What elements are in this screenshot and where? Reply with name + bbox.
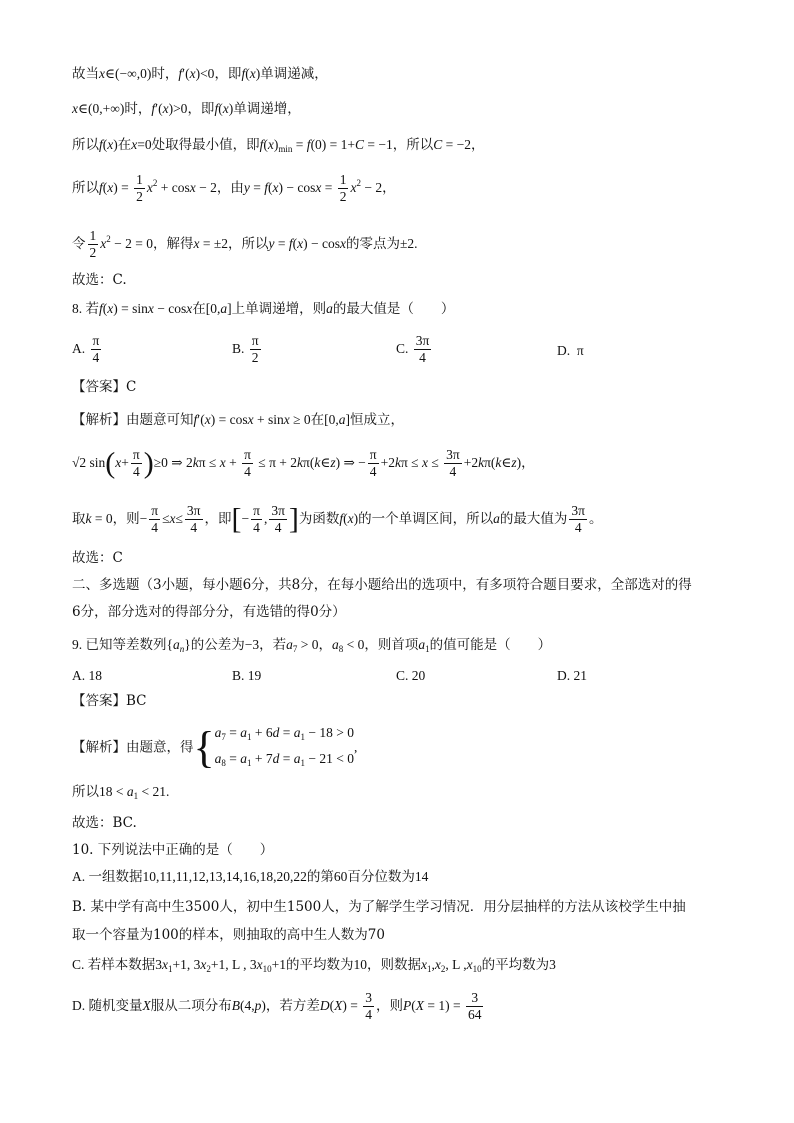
q9-option-d: D. 21 — [557, 668, 587, 683]
solution-line-1: 故当x∈(−∞,0)时，f′(x)<0，即f(x)单调递减， — [72, 66, 328, 82]
q8-choose: 故选：C — [72, 550, 123, 566]
solution-choose-c: 故选：C. — [72, 272, 127, 288]
q10-option-a: A. 一组数据10,11,11,12,13,14,16,18,20,22的第60百分位数为14 — [72, 869, 429, 885]
q8-option-a: A. $\frac{\pi}{4}$ — [72, 333, 100, 365]
question-10-stem: 10. 下列说法中正确的是（ ） — [72, 842, 274, 858]
section-2-header-line-1: 二、多选题（3小题，每小题6分，共8分，在每小题给出的选项中，有多项符合题目要求，全部选对的得 — [72, 577, 692, 593]
question-9-stem: 9. 已知等差数列$\{a_n\}$的公差为−3，若$a_7 > 0$，$a_8 < 0$，则首项$a_1$的值可能是（ ） — [72, 637, 552, 654]
q9-analysis: 【解析】由题意，得{ $a_7 = a_1 + 6d = a_1 - 18 > 0$ $a_8 = a_1 + 7d = a_1 - 21 < 0$ , — [72, 723, 358, 772]
solution-line-5: 令 $\frac{1}{2}$ $x^2 - 2 = 0$，解得x = ±2，所以y = f(x) − cosx的零点为±2. — [72, 228, 418, 260]
q8-analysis-line-3: 取k = 0，则− $\frac{\pi}{4}$ ≤x≤ $\frac{3\pi}{4}$ ，即[− $\frac{\pi}{4}$ , $\frac{3\pi}{4}$ ]为函数f(x)的一个单调区间，所以a的最大值为 $\frac{3\pi}{4}$ 。 — [72, 502, 603, 536]
q10-option-b-line-2: 取一个容量为100的样本，则抽取的高中生人数为70 — [72, 927, 385, 943]
q8-option-c: C. $\frac{3\pi}{4}$ — [396, 333, 430, 365]
q9-option-b: B. 19 — [232, 668, 262, 683]
q9-option-a: A. 18 — [72, 668, 102, 683]
q10-option-c: C. 若样本数据$3x_1+1$, $3x_2+1$, L , $3x_{10}+1$的平均数为10，则数据$x_1,x_2$, L $,x_{10}$的平均数为3 — [72, 957, 556, 974]
q8-option-d: D. π — [557, 343, 584, 358]
solution-line-4: 所以f(x) = $\frac{1}{2}$ $x^2 + \cos x - 2$，由y = f(x) − cosx = $\frac{1}{2}$ $x^2 - 2$， — [72, 172, 396, 204]
q9-answer: 【答案】BC — [72, 693, 147, 709]
q8-option-b: B. $\frac{\pi}{2}$ — [232, 333, 259, 365]
solution-line-3: 所以f(x)在x=0处取得最小值，即$f(x)_{min} = f(0) = 1+C = -1$，所以C = −2， — [72, 137, 485, 154]
q8-analysis-line-2: √2 sin(x+ $\frac{\pi}{4}$ )≥0 ⇒ 2kπ ≤ x + $\frac{\pi}{4}$ ≤ π + 2kπ(k∈z) ⇒ − $\frac{\pi}{4}$ +2kπ ≤ x ≤ $\frac{3\pi}{4}$ +2kπ(k∈z)， — [72, 446, 535, 480]
q8-answer: 【答案】C — [72, 379, 137, 395]
q8-analysis-line-1: 【解析】由题意可知f′(x) = cosx + sinx ≥ 0在[0,a]恒成立， — [72, 412, 404, 428]
q9-choose: 故选：BC. — [72, 815, 137, 831]
q9-conclusion: 所以$18 < a_1 < 21$. — [72, 784, 170, 801]
q10-option-d: D. 随机变量X服从二项分布B(4,p)，若方差D(X) = $\frac{3}{4}$ ，则P(X = 1) = $\frac{3}{64}$ — [72, 990, 482, 1022]
solution-line-2: x∈(0,+∞)时，f′(x)>0，即f(x)单调递增， — [72, 101, 301, 117]
question-8-stem: 8. 若f(x) = sinx − cosx在[0,a]上单调递增，则a的最大值是（ ） — [72, 301, 455, 317]
section-2-header-line-2: 6分，部分选对的得部分分，有选错的得0分） — [72, 604, 346, 620]
q9-option-c: C. 20 — [396, 668, 426, 683]
q10-option-b-line-1: B. 某中学有高中生3500人，初中生1500人，为了解学生学习情况．用分层抽样的方法从该校学生中抽 — [72, 899, 686, 915]
